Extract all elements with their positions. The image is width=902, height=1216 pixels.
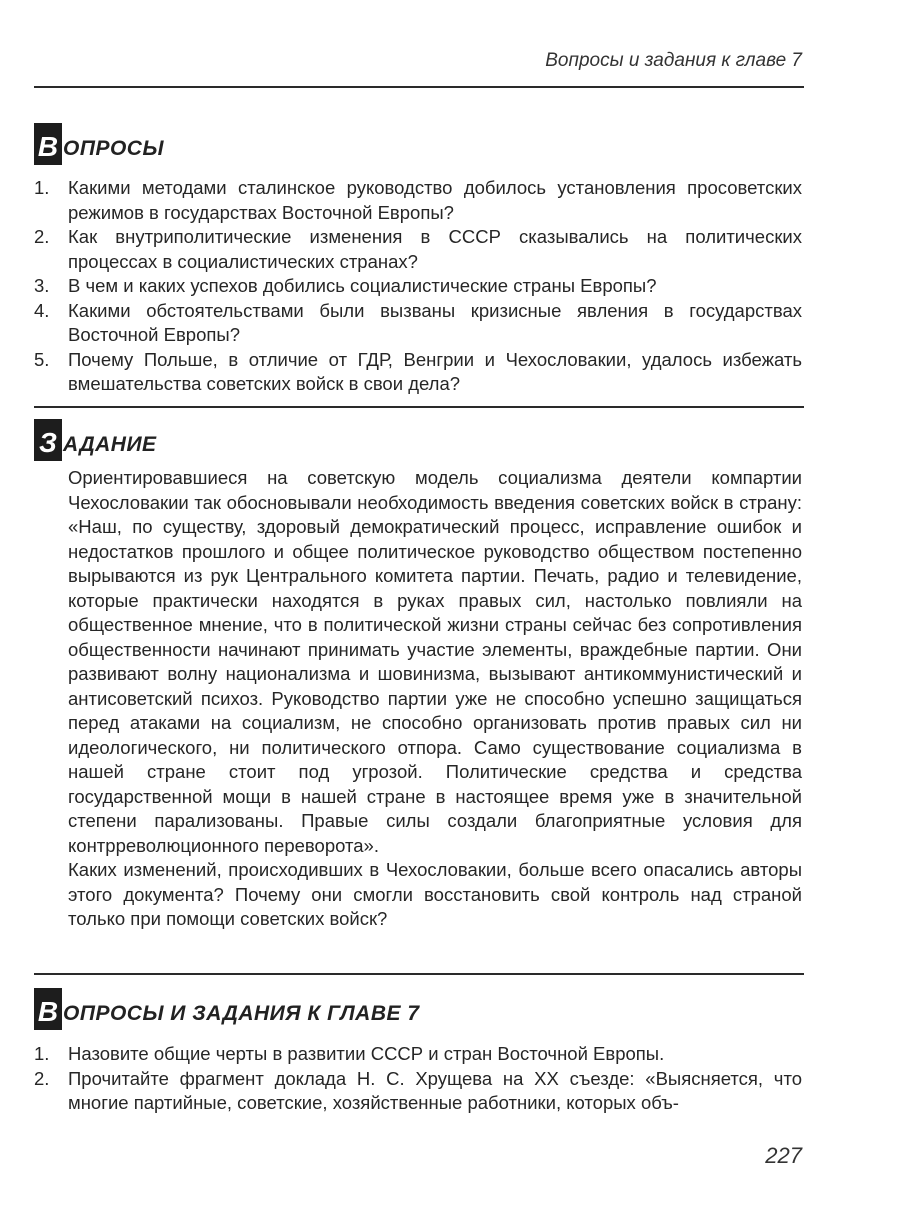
list-item bbox=[34, 1067, 802, 1116]
task-body bbox=[68, 466, 802, 932]
item-text: Какими обстоятельствами были вызваны кризисные явления в государствах Восточной Европы? bbox=[68, 299, 802, 345]
questions-heading-rest: ОПРОСЫ bbox=[63, 137, 164, 160]
running-head: Вопросы и задания к главе 7 bbox=[545, 50, 802, 71]
list-item bbox=[34, 1042, 802, 1067]
list-item bbox=[34, 299, 802, 348]
questions-heading-cap: В bbox=[34, 123, 62, 165]
list-item bbox=[34, 225, 802, 274]
item-number: 2. bbox=[34, 226, 50, 247]
questions-heading bbox=[34, 123, 164, 165]
list-item bbox=[34, 274, 802, 299]
questions-list bbox=[34, 176, 802, 397]
item-number: 4. bbox=[34, 299, 50, 321]
chapter-heading-cap: В bbox=[34, 988, 62, 1030]
section-rule bbox=[34, 406, 804, 408]
item-number: 1. bbox=[34, 1043, 50, 1064]
task-heading-cap: З bbox=[34, 419, 62, 461]
item-number: 5. bbox=[34, 348, 50, 370]
chapter-heading-rest: ОПРОСЫ И ЗАДАНИЯ К ГЛАВЕ 7 bbox=[63, 1002, 420, 1025]
chapter-heading bbox=[34, 988, 420, 1030]
task-question-paragraph: Каких изменений, происходивших в Чехословакии, больше всего опасались авторы этого документа? Почему они смогли восстановить свой контроль над страной только при помощи советских войск? bbox=[68, 859, 802, 929]
list-item bbox=[34, 176, 802, 225]
item-text: Назовите общие черты в развитии СССР и стран Восточной Европы. bbox=[68, 1043, 665, 1064]
chapter-questions-list bbox=[34, 1042, 802, 1116]
item-number: 1. bbox=[34, 177, 50, 198]
page-number: 227 bbox=[765, 1143, 802, 1168]
item-text: Какими методами сталинское руководство добилось установления просоветских режимов в государствах Восточной Европы? bbox=[68, 177, 802, 223]
task-heading-rest: АДАНИЕ bbox=[63, 433, 157, 456]
item-text: Прочитайте фрагмент доклада Н. С. Хрущева на XX съезде: «Выясняется, что многие партийные, советские, хозяйственные работники, которых объ- bbox=[68, 1067, 802, 1113]
top-rule bbox=[34, 86, 804, 88]
task-quote-paragraph: Ориентировавшиеся на советскую модель социализма деятели компартии Чехословакии так обосновывали необходимость введения советских войск в страну: «Наш, по существу, здоровый демократический процесс, исправление ошибок и недостатков прошлого и общее политическое руководство обществом постепенно вырываются из рук Центрального комитета партии. Печать, радио и телевидение, которые практически находятся в руках правых сил, настолько повлияли на общественное мнение, что в политической жизни страны сейчас без сопротивления общественности начинают принимать участие элементы, враждебные партии. Они развивают волну национализма и шовинизма, вызывают антикоммунистический и антисоветский психоз. Руководство партии уже не способно успешно защищаться перед атаками на социализм, не способно организовать против правых сил ни идеологического, ни политического отпора. Само существование социализма в нашей стране стоит под угрозой. Политические средства и средства государственной мощи в нашей стране в настоящее время уже в значительной степени парализованы. Правые силы создали благоприятные условия для контрреволюционного переворота». bbox=[68, 467, 802, 856]
section-rule bbox=[34, 973, 804, 975]
item-number: 2. bbox=[34, 1067, 50, 1089]
item-number: 3. bbox=[34, 275, 50, 296]
item-text: В чем и каких успехов добились социалистические страны Европы? bbox=[68, 275, 657, 296]
item-text: Почему Польше, в отличие от ГДР, Венгрии и Чехословакии, удалось избежать вмешательства советских войск в свои дела? bbox=[68, 348, 802, 394]
list-item bbox=[34, 348, 802, 397]
item-text: Как внутриполитические изменения в СССР сказывались на политических процессах в социалистических странах? bbox=[68, 226, 802, 272]
task-heading bbox=[34, 419, 157, 461]
